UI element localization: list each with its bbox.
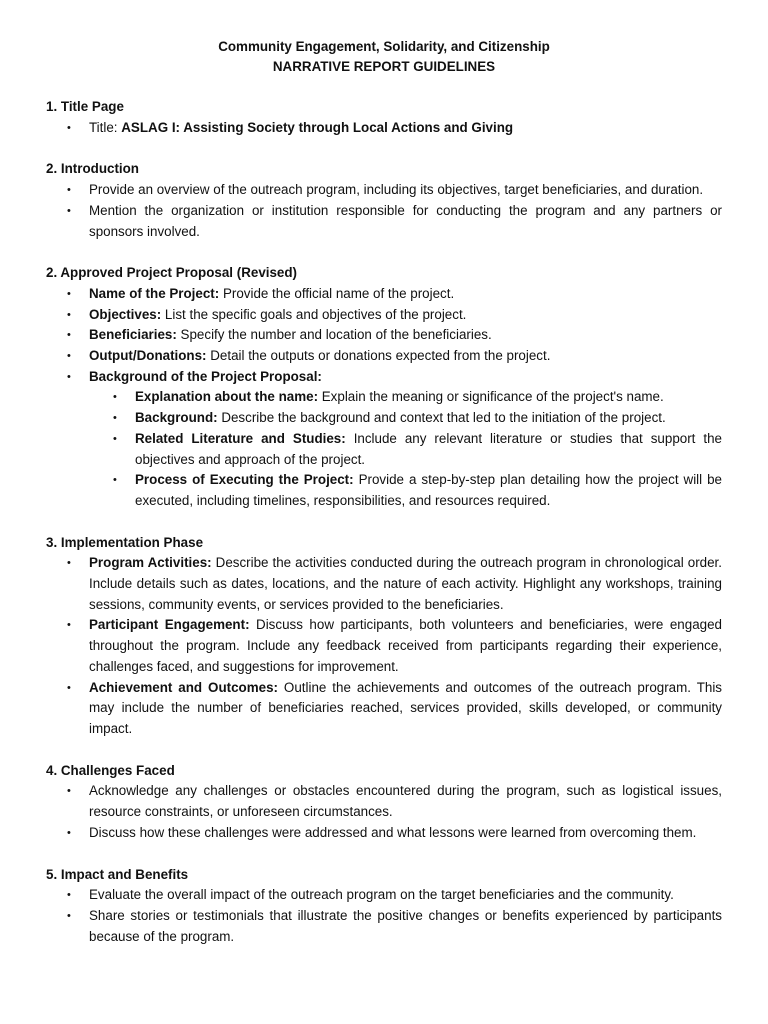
list-item	[89, 678, 722, 740]
list-item	[89, 346, 722, 367]
item-label: Name of the Project:	[89, 285, 220, 301]
item-text: Include any relevant literature or studies that support the objectives and approach of the project.	[135, 430, 722, 467]
list-item	[89, 823, 722, 844]
item-text: Discuss how participants, both volunteers and beneficiaries, were engaged throughout the program. Include any feedback received from participants regarding their experience, challenges faced, and suggestions for improvement.	[89, 617, 722, 674]
item-text: Title:	[89, 119, 122, 135]
section-project-proposal	[46, 263, 722, 511]
section-challenges	[46, 761, 722, 844]
item-label: Background of the Project Proposal:	[89, 368, 322, 384]
bullet-list	[46, 180, 722, 242]
item-text: Mention the organization or institution responsible for conducting the program and any partners or sponsors involved.	[89, 202, 722, 239]
list-item	[89, 118, 722, 139]
bullet-list	[46, 781, 722, 843]
course-title: Community Engagement, Solidarity, and Citizenship	[218, 39, 550, 54]
item-label: Related Literature and Studies:	[135, 430, 346, 446]
item-label: Background:	[135, 410, 218, 426]
item-text: Discuss how these challenges were addressed and what lessons were learned from overcoming them.	[89, 824, 697, 840]
section-heading: 3. Implementation Phase	[46, 534, 204, 550]
bullet-list	[46, 553, 722, 739]
item-text: Describe the activities conducted during the outreach program in chronological order. Include details such as dates, locations, and the nature of each activity. Highlight any workshops, training sessions, community events, or services provided to the beneficiaries.	[89, 555, 722, 612]
section-heading: 5. Impact and Benefits	[46, 866, 189, 882]
bullet-list	[46, 284, 722, 512]
list-item	[89, 305, 722, 326]
sub-bullet-list	[89, 387, 722, 511]
item-text: Share stories or testimonials that illustrate the positive changes or benefits experienced by participants because of the program.	[89, 907, 722, 944]
item-text: List the specific goals and objectives of the project.	[161, 306, 467, 322]
bullet-list	[46, 118, 722, 139]
item-text: Detail the outputs or donations expected from the project.	[206, 348, 551, 364]
item-label: Output/Donations:	[89, 348, 207, 364]
section-impact	[46, 865, 722, 948]
sub-list-item	[135, 470, 722, 511]
item-text: Describe the background and context that led to the initiation of the project.	[217, 410, 666, 426]
item-text: Provide a step-by-step plan detailing how the project will be executed, including timelines, responsibilities, and resources required.	[135, 472, 722, 508]
item-label: Beneficiaries:	[89, 327, 177, 343]
section-introduction	[46, 159, 722, 242]
section-heading: 1. Title Page	[46, 99, 124, 114]
section-implementation	[46, 533, 722, 740]
item-label: Participant Engagement:	[89, 617, 250, 633]
item-text: Outline the achievements and outcomes of the outreach program. This may include the number of beneficiaries reached, services provided, skills developed, or community impact.	[89, 679, 722, 736]
list-item	[89, 906, 722, 947]
project-title: ASLAG I: Assisting Society through Local Actions and Giving	[121, 119, 514, 135]
sub-list-item	[135, 387, 722, 408]
item-text: Specify the number and location of the beneficiaries.	[176, 327, 492, 343]
list-item	[89, 367, 722, 512]
list-item	[89, 201, 722, 242]
item-text: Provide the official name of the project.	[219, 285, 455, 301]
list-item	[89, 615, 722, 677]
document-title: NARRATIVE REPORT GUIDELINES	[272, 59, 496, 74]
bullet-list	[46, 885, 722, 947]
section-heading: 2. Approved Project Proposal (Revised)	[46, 265, 298, 281]
item-label: Achievement and Outcomes:	[89, 679, 278, 695]
list-item	[89, 781, 722, 822]
list-item	[89, 180, 722, 201]
list-item	[89, 885, 722, 906]
item-text: Provide an overview of the outreach program, including its objectives, target beneficiaries, and duration.	[89, 182, 704, 198]
list-item	[89, 553, 722, 615]
section-title-page	[46, 97, 722, 138]
item-text: Acknowledge any challenges or obstacles encountered during the program, such as logistical issues, resource constraints, or unforeseen circumstances.	[89, 783, 722, 820]
item-text: Evaluate the overall impact of the outreach program on the target beneficiaries and the community.	[89, 887, 674, 903]
section-heading: 2. Introduction	[46, 161, 139, 177]
sub-list-item	[135, 408, 722, 429]
item-text: Explain the meaning or significance of the project's name.	[318, 389, 664, 405]
item-label: Objectives:	[89, 306, 162, 322]
sub-list-item	[135, 429, 722, 470]
list-item	[89, 284, 722, 305]
list-item	[89, 325, 722, 346]
section-heading: 4. Challenges Faced	[46, 762, 175, 778]
document-header	[46, 37, 722, 77]
item-label: Explanation about the name:	[135, 389, 319, 405]
item-label: Program Activities:	[89, 555, 212, 571]
item-label: Process of Executing the Project:	[135, 472, 354, 488]
